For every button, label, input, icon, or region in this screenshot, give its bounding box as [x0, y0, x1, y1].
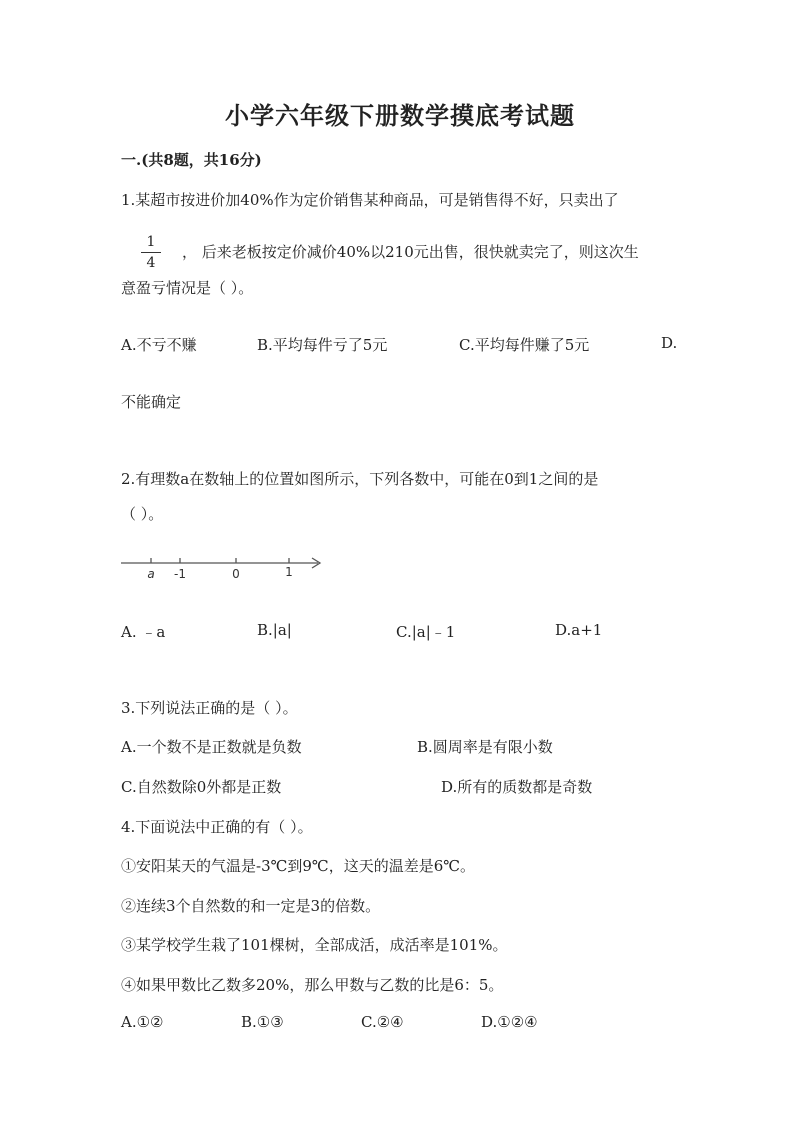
q4-option-d[interactable]: D.①②④: [481, 1013, 538, 1031]
q4-option-a[interactable]: A.①②: [121, 1013, 164, 1031]
q1-option-c[interactable]: C.平均每件赚了5元: [459, 336, 590, 354]
label-1: 1: [285, 565, 293, 579]
q4-statement-1: ①安阳某天的气温是-3℃到9℃，这天的温差是6℃。: [121, 857, 476, 875]
q3-stem: 3.下列说法正确的是（ ）。: [121, 699, 298, 717]
q1-option-d[interactable]: D.: [661, 334, 678, 352]
q2-option-b[interactable]: B.|a|: [257, 621, 292, 639]
q4-option-c[interactable]: C.②④: [361, 1013, 404, 1031]
label-a: a: [147, 567, 155, 581]
q2-stem-line2: （ ）。: [121, 505, 164, 523]
page-title: 小学六年级下册数学摸底考试题: [225, 101, 575, 130]
fraction-bar: [141, 252, 161, 253]
q3-option-b[interactable]: B.圆周率是有限小数: [417, 738, 553, 756]
q4-option-b[interactable]: B.①③: [241, 1013, 284, 1031]
label-0: 0: [232, 567, 240, 581]
q3-option-a[interactable]: A.一个数不是正数就是负数: [121, 738, 302, 756]
q4-statement-2: ②连续3个自然数的和一定是3的倍数。: [121, 897, 381, 915]
q2-stem-line1: 2.有理数a在数轴上的位置如图所示，下列各数中，可能在0到1之间的是: [121, 470, 599, 488]
q3-option-c[interactable]: C.自然数除0外都是正数: [121, 778, 282, 796]
q4-statement-3: ③某学校学生栽了101棵树，全部成活，成活率是101%。: [121, 936, 508, 954]
q1-option-d-text[interactable]: 不能确定: [121, 393, 182, 411]
q1-option-b[interactable]: B.平均每件亏了5元: [257, 336, 388, 354]
q1-stem-line1: 1.某超市按进价加40%作为定价销售某种商品，可是销售得不好，只卖出了: [121, 191, 619, 209]
section-heading: 一.(共8题，共16分): [121, 151, 262, 169]
q1-stem-line2: ， 后来老板按定价减价40%以210元出售，很快就卖完了，则这次生: [182, 243, 639, 261]
q3-option-d[interactable]: D.所有的质数都是奇数: [441, 778, 593, 796]
q1-fraction-denominator: 4: [146, 255, 156, 271]
q1-fraction-numerator: 1: [146, 234, 156, 250]
q2-option-d[interactable]: D.a+1: [555, 621, 603, 639]
q1-fraction: [141, 234, 161, 271]
q4-stem: 4.下面说法中正确的有（ ）。: [121, 818, 313, 836]
q1-stem-line3: 意盈亏情况是（ ）。: [121, 279, 254, 297]
q4-statement-4: ④如果甲数比乙数多20%，那么甲数与乙数的比是6：5。: [121, 976, 504, 994]
q2-option-c[interactable]: C.|a|﹣1: [396, 623, 456, 641]
q2-option-a[interactable]: A. ﹣a: [121, 623, 166, 641]
number-line: [118, 552, 328, 586]
label-neg-1: -1: [174, 567, 186, 581]
q1-option-a[interactable]: A.不亏不赚: [121, 336, 197, 354]
